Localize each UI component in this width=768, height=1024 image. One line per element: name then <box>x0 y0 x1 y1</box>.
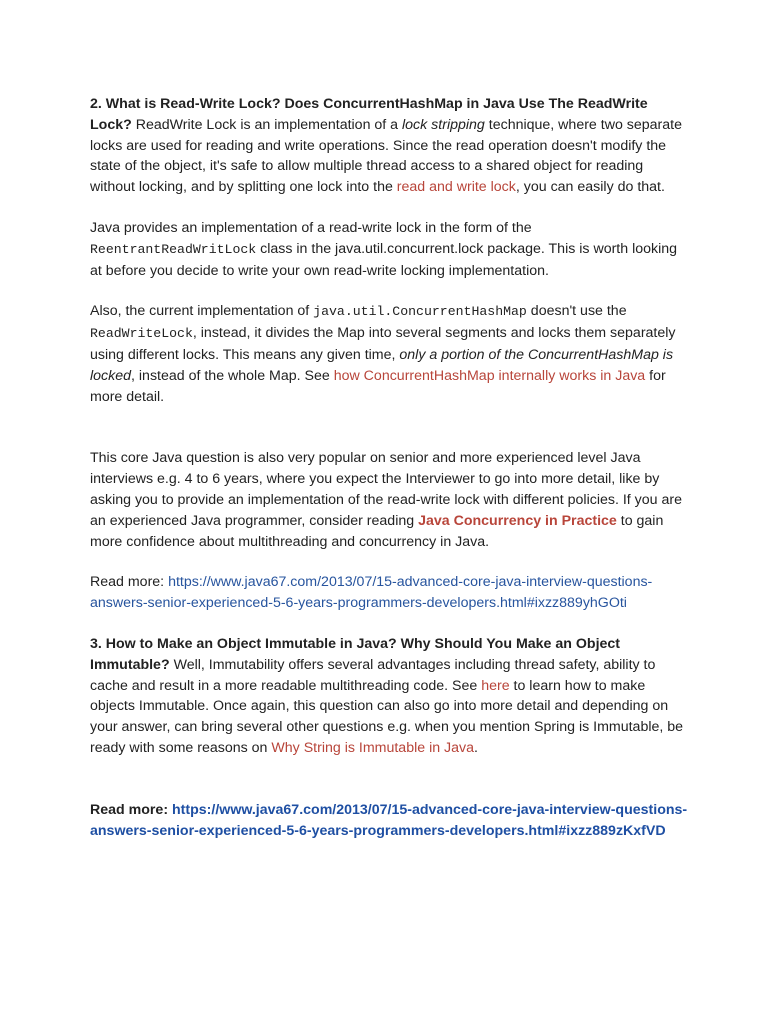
question-2-paragraph <box>90 94 690 198</box>
document-page <box>90 94 690 841</box>
lock-stripping-term: lock stripping <box>402 116 485 133</box>
interview-text-1: This core Java question is also very popular on senior and more experienced level Java interviews e.g. 4 to 6 years, where you expect the Interviewer to go into more detail, like by asking you to provide an implementation of the read-write lock with different policies. If you are an experienced Java programmer, consider reading <box>90 450 682 529</box>
chm-text-4: , instead of the whole Map. See <box>131 367 334 384</box>
read-more-paragraph-2 <box>90 800 690 842</box>
question-2-heading: 2. What is Read-Write Lock? Does ConcurrentHashMap in Java Use The ReadWrite Lock? <box>90 96 648 133</box>
read-more-url-2[interactable]: https://www.java67.com/2013/07/15-advanced-core-java-interview-questions-answers-senior-experienced-5-6-years-programmers-developers.html#ixzz889zKxfVD <box>90 801 688 839</box>
question-2-text-3: , you can easily do that. <box>515 179 665 196</box>
read-more-label-2: Read more: <box>90 801 172 818</box>
here-link[interactable]: here <box>481 677 510 694</box>
chm-code-2: ReadWriteLock <box>90 326 193 342</box>
chm-italic: only a portion of the ConcurrentHashMap is locked <box>90 346 674 384</box>
question-2-text-2: technique, where two separate locks are used for reading and write operations. Since the read operation doesn't modify the state of the object, it's safe to allow multiple thread access to a shared object for reading without locking, and by splitting one lock into the <box>90 116 682 196</box>
chm-text-1: Also, the current implementation of <box>90 303 314 320</box>
read-more-paragraph-1 <box>90 572 690 614</box>
string-immutable-link[interactable]: Why String is Immutable in Java <box>271 739 475 756</box>
question-3-text-1: Well, Immutability offers several advantages including thread safety, ability to cache and result in a more readable multithreading code. See <box>90 656 656 694</box>
question-2-text-1: ReadWrite Lock is an implementation of a <box>131 116 403 133</box>
read-more-label-1: Read more: <box>90 574 169 591</box>
chm-text-2: doesn't use the <box>526 303 627 320</box>
interview-paragraph <box>90 448 690 552</box>
chm-internals-link[interactable]: how ConcurrentHashMap internally works in Java <box>333 367 646 384</box>
question-3-text-3: . <box>474 739 478 756</box>
reentrant-lock-paragraph <box>90 218 690 281</box>
java-concurrency-book-link[interactable]: Java Concurrency in Practice <box>418 512 617 529</box>
question-3-text-2: to learn how to make objects Immutable. Once again, this question can also go into more detail and depending on your answer, can bring several other questions e.g. when you mention Spring is Immutable, be ready with some reasons on <box>90 677 684 756</box>
reentrant-text-1: Java provides an implementation of a read-write lock in the form of the <box>90 219 532 236</box>
interview-text-2: to gain more confidence about multithreading and concurrency in Java. <box>90 512 664 550</box>
reentrant-code: ReentrantReadWritLock <box>90 241 257 257</box>
question-3-heading: 3. How to Make an Object Immutable in Java? Why Should You Make an Object Immutable? <box>90 635 621 673</box>
chm-code-1: java.util.ConcurrentHashMap <box>313 304 527 320</box>
reentrant-text-2: class in the java.util.concurrent.lock package. This is worth looking at before you decide to write your own read-write locking implementation. <box>90 240 678 279</box>
chm-text-5: for more detail. <box>90 367 666 405</box>
chm-text-3: , instead, it divides the Map into several segments and locks them separately using different locks. This means any given time, <box>90 325 676 363</box>
concurrenthashmap-paragraph <box>90 301 690 407</box>
read-write-lock-link[interactable]: read and write lock <box>396 179 516 196</box>
question-3-paragraph <box>90 634 690 759</box>
read-more-url-1[interactable]: https://www.java67.com/2013/07/15-advanced-core-java-interview-questions-answers-senior-experienced-5-6-years-programmers-developers.html#ixzz889yhGOti <box>90 574 653 612</box>
